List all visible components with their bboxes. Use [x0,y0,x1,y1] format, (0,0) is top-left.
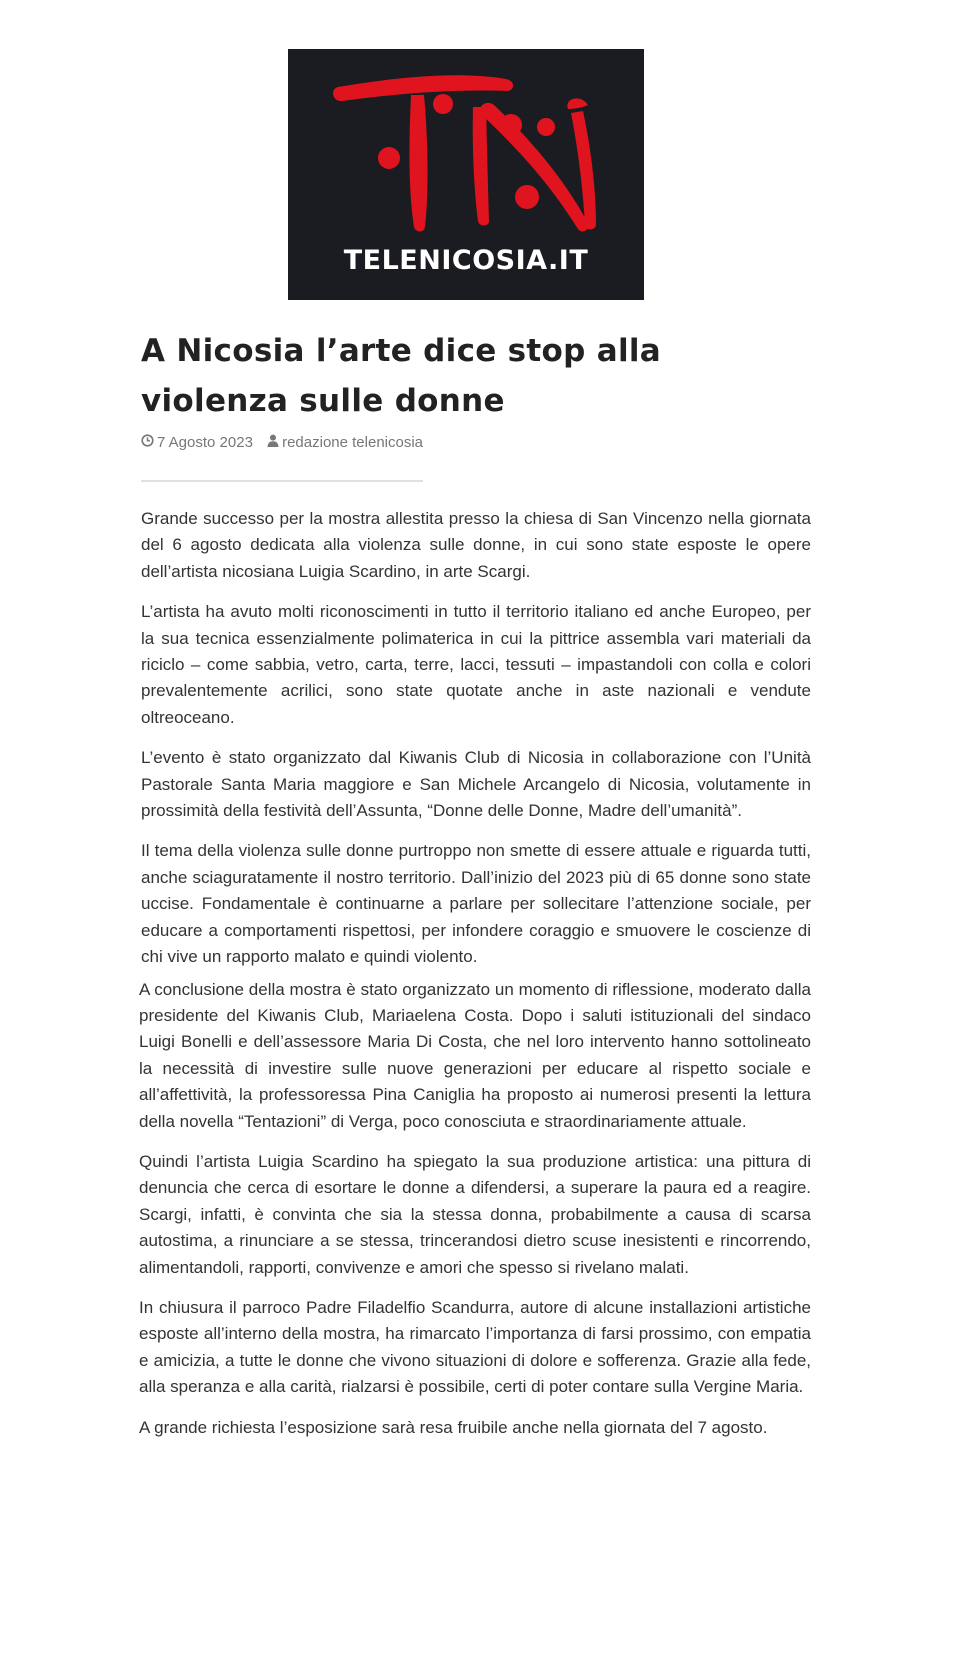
article-paragraph: Grande successo per la mostra allestita presso la chiesa di San Vincenzo nella giornata del 6 agosto dedicata alla violenza sulle donne, in cui sono state esposte le opere dell’artista nicosiana Luigia Scardino, in arte Scargi. [141,509,811,581]
clock-icon [141,432,154,454]
article-body [141,506,811,1441]
article-paragraph: L’artista ha avuto molti riconoscimenti in tutto il territorio italiano ed anche Europeo, per la sua tecnica essenzialmente polimaterica in cui la pittrice assembla vari materiali da riciclo – come sabbia, vetro, carta, terre, lacci, tessuti – impastandoli con colla e colori prevalentemente acrilici, sono state quotate anche in aste nazionali e vendute oltreoceano. [141,602,811,727]
article-paragraph: L’evento è stato organizzato dal Kiwanis Club di Nicosia in collaborazione con l’Unità Pastorale Santa Maria maggiore e San Michele Arcangelo di Nicosia, volutamente in prossimità della festività dell’Assunta, “Donne delle Donne, Madre dell’umanità”. [141,748,811,821]
post-author-text: redazione telenicosia [282,434,424,451]
article-meta [141,432,811,454]
article-title: A Nicosia l’arte dice stop alla violenza sulle donne [141,333,662,419]
article-paragraph: In chiusura il parroco Padre Filadelfio Scandurra, autore di alcune installazioni artistiche esposte all’interno della mostra, ha rimarcato l’importanza di farsi prossimo, con empatia e amicizia, a tutte le donne che vivono situazioni di dolore e sofferenza. Grazie alla fede, alla speranza e alla carità, rialzarsi è possibile, certi di poter contare sulla Vergine Maria. [139,1297,811,1397]
article-paragraph: A grande richiesta l’esposizione sarà resa fruibile anche nella giornata del 7 agosto. [139,1417,768,1437]
user-icon [267,432,279,454]
article-paragraph: Il tema della violenza sulle donne purtroppo non smette di essere attuale e riguarda tutti, anche sciaguratamente il nostro territorio. Dall’inizio del 2023 più di 65 donne sono state uccise. Fondamentale è continuarne a parlare per sollecitare l’attenzione sociale, per educare a comportamenti rispettosi, per infondere coraggio e smuovere le coscienze di chi vive un rapporto malato e quindi violento. [141,841,811,967]
post-date[interactable] [141,432,253,454]
post-date-text: 7 Agosto 2023 [157,434,253,451]
site-logo[interactable] [288,49,644,300]
article-paragraph: Quindi l’artista Luigia Scardino ha spiegato la sua produzione artistica: una pittura di denuncia che cerca di esortare le donne a difendersi, a superare la paura ed a reagire. Scargi, infatti, è convinta che sia la stessa donna, probabilmente a causa di scarsa autostima, a rinunciare a se stessa, trincerandosi dietro scuse inesistenti e rincorrendo, alimentandoli, rapporti, convivenze e amori che spesso si rivelano malati. [139,1151,811,1277]
post-author[interactable] [267,432,423,454]
title-divider [141,480,423,482]
site-name: TELENICOSIA.IT [343,245,589,276]
article [141,326,811,1455]
article-paragraph: A conclusione della mostra è stato organizzato un momento di riflessione, moderato dalla presidente del Kiwanis Club, Mariaelena Costa. Dopo i saluti istituzionali del sindaco Luigi Bonelli e dell’assessore Maria Di Costa, che nel loro intervento hanno sottolineato la necessità di investire sulle nuove generazioni per educare al rispetto sociale e all’affettività, la professoressa Pina Caniglia ha proposto ai numerosi presenti la lettura della novella “Tentazioni” di Verga, poco conosciuta e straordinariamente attuale. [139,979,811,1131]
